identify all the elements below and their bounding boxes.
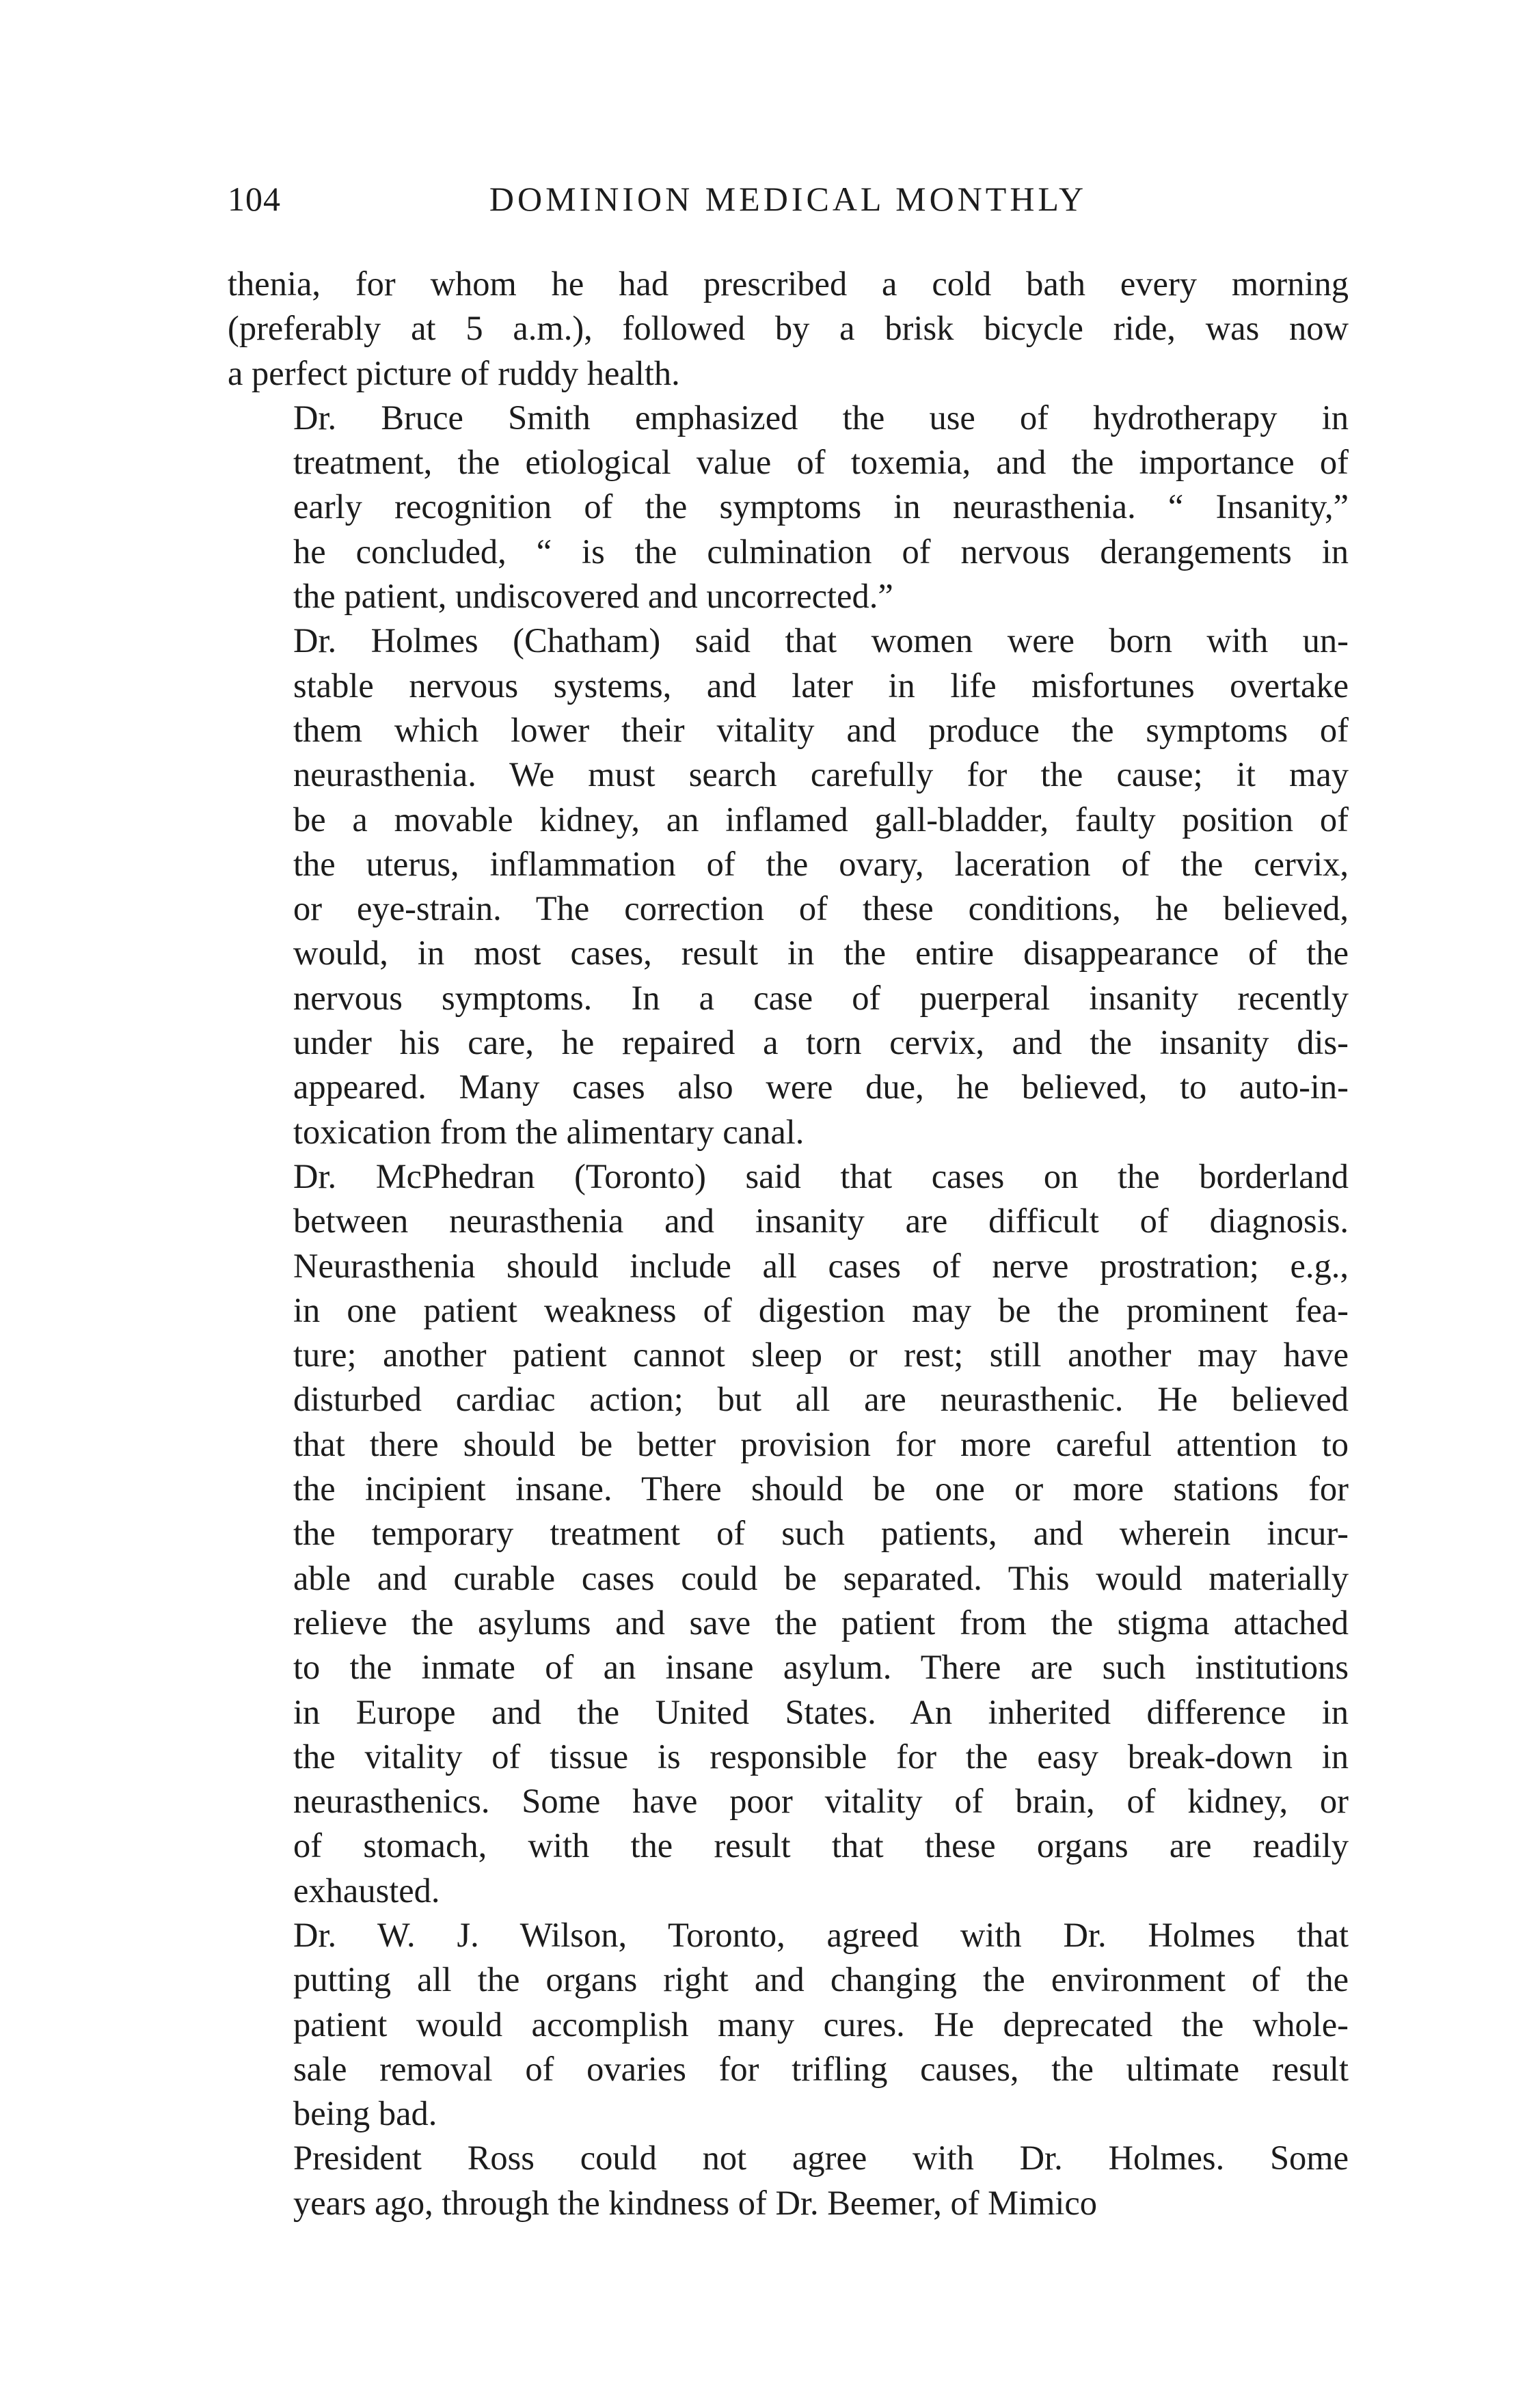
text-line: Dr. W. J. Wilson, Toronto, agreed with Dr. Holmes that — [293, 1915, 1349, 1954]
text-line: neurasthenics. Some have poor vitality of brain, of kidney, or — [293, 1782, 1349, 1821]
text-line: a perfect picture of ruddy health. — [228, 353, 680, 392]
paragraph — [228, 1154, 1349, 1913]
text-line: under his care, he repaired a torn cervix, and the insanity dis- — [293, 1023, 1349, 1062]
text-line: disturbed cardiac action; but all are neurasthenic. He believed — [293, 1380, 1349, 1419]
text-line: or eye-strain. The correction of these conditions, he believed, — [293, 889, 1349, 928]
text-line: to the inmate of an insane asylum. There are such institutions — [293, 1648, 1349, 1687]
paragraph — [228, 262, 1349, 396]
text-line: the temporary treatment of such patients, and wherein incur- — [293, 1514, 1349, 1553]
paragraph — [228, 619, 1349, 1154]
text-line: between neurasthenia and insanity are difficult of diagnosis. — [293, 1202, 1349, 1241]
text-line: in Europe and the United States. An inherited difference in — [293, 1692, 1349, 1731]
text-line: being bad. — [293, 2094, 437, 2133]
text-line: Dr. McPhedran (Toronto) said that cases on the borderland — [293, 1156, 1349, 1195]
running-head: DOMINION MEDICAL MONTHLY — [489, 180, 1088, 218]
text-line: years ago, through the kindness of Dr. Beemer, of Mimico — [293, 2183, 1098, 2222]
text-line: the uterus, inflammation of the ovary, laceration of the cervix, — [293, 844, 1349, 883]
text-line: able and curable cases could be separated. This would materially — [293, 1558, 1349, 1597]
text-line: the vitality of tissue is responsible for the easy break-down in — [293, 1737, 1349, 1776]
text-line: putting all the organs right and changing the environment of the — [293, 1960, 1349, 1999]
text-line: neurasthenia. We must search carefully for the cause; it may — [293, 755, 1349, 794]
text-line: treatment, the etiological value of toxemia, and the importance of — [293, 443, 1349, 482]
text-line: them which lower their vitality and produce the symptoms of — [293, 710, 1349, 749]
text-line: ture; another patient cannot sleep or rest; still another may have — [293, 1336, 1349, 1374]
text-line: thenia, for whom he had prescribed a cold bath every morning — [228, 265, 1349, 303]
text-line: that there should be better provision for more careful attention to — [293, 1424, 1349, 1463]
text-line: the incipient insane. There should be one or more stations for — [293, 1469, 1349, 1508]
text-line: Dr. Bruce Smith emphasized the use of hydrotherapy in — [293, 398, 1349, 437]
body-text — [228, 262, 1349, 2225]
text-line: Dr. Holmes (Chatham) said that women were born with un- — [293, 621, 1349, 660]
text-line: (preferably at 5 a.m.), followed by a brisk bicycle ride, was now — [228, 309, 1349, 348]
text-line: he concluded, “ is the culmination of nervous derangements in — [293, 532, 1349, 571]
text-line: would, in most cases, result in the entire disappearance of the — [293, 934, 1349, 973]
text-line: stable nervous systems, and later in life misfortunes overtake — [293, 666, 1349, 705]
text-line: appeared. Many cases also were due, he believed, to auto-in- — [293, 1068, 1349, 1107]
text-line: Neurasthenia should include all cases of nerve prostration; e.g., — [293, 1246, 1349, 1285]
text-line: in one patient weakness of digestion may be the prominent fea- — [293, 1290, 1349, 1329]
paragraph — [228, 1913, 1349, 2136]
page-header — [228, 179, 1349, 227]
text-line: relieve the asylums and save the patient from the stigma attached — [293, 1603, 1349, 1642]
text-line: patient would accomplish many cures. He deprecated the whole- — [293, 2005, 1349, 2044]
paragraph — [228, 2136, 1349, 2225]
text-line: nervous symptoms. In a case of puerperal insanity recently — [293, 978, 1349, 1017]
page-number: 104 — [228, 180, 281, 218]
text-line: toxication from the alimentary canal. — [293, 1112, 805, 1151]
text-line: of stomach, with the result that these organs are readily — [293, 1826, 1349, 1865]
text-line: be a movable kidney, an inflamed gall-bladder, faulty position of — [293, 800, 1349, 839]
paragraph — [228, 396, 1349, 619]
text-line: President Ross could not agree with Dr. Holmes. Some — [293, 2139, 1349, 2178]
text-line: sale removal of ovaries for trifling causes, the ultimate result — [293, 2049, 1349, 2088]
text-line: exhausted. — [293, 1871, 440, 1910]
text-line: early recognition of the symptoms in neurasthenia. “ Insanity,” — [293, 487, 1349, 526]
text-line: the patient, undiscovered and uncorrected.” — [293, 577, 893, 616]
